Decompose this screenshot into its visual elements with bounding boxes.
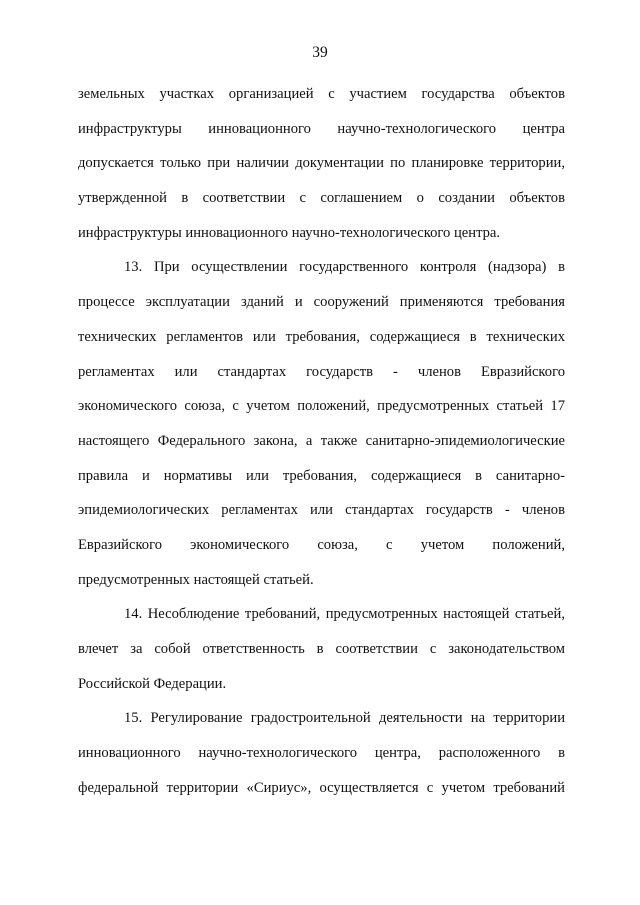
text-line: допускается только при наличии документации по планировке территории, xyxy=(78,155,565,172)
text-line: влечет за собой ответственность в соответствии с законодательством xyxy=(78,641,565,657)
body-text xyxy=(78,77,565,805)
paragraph-first-line: 15. Регулирование градостроительной деятельности на территории xyxy=(124,710,565,727)
text-line: предусмотренных настоящей статьей. xyxy=(78,571,314,588)
paragraph-first-line: 13. При осуществлении государственного контроля (надзора) в xyxy=(124,259,565,276)
text-line: эпидемиологических регламентах или стандартах государств - членов xyxy=(78,502,565,519)
text-line: Евразийского экономического союза, с учетом положений, xyxy=(78,536,565,553)
text-line: экономического союза, с учетом положений, предусмотренных статьей 17 xyxy=(78,398,565,415)
text-line: федеральной территории «Сириус», осуществляется с учетом требований xyxy=(78,779,565,796)
paragraph-first-line: 14. Несоблюдение требований, предусмотренных настоящей статьей, xyxy=(124,606,565,623)
text-line: инфраструктуры инновационного научно-технологического центра xyxy=(78,120,565,137)
page-number: 39 xyxy=(312,44,328,61)
text-line: земельных участках организацией с участием государства объектов xyxy=(78,86,565,102)
text-line: технических регламентов или требования, содержащиеся в технических xyxy=(78,328,565,345)
text-line: регламентах или стандартах государств - членов Евразийского xyxy=(78,363,565,380)
text-line: процессе эксплуатации зданий и сооружений применяются требования xyxy=(78,294,565,311)
text-line: настоящего Федерального закона, а также санитарно-эпидемиологические xyxy=(78,432,565,449)
text-line: правила и нормативы или требования, содержащиеся в санитарно- xyxy=(78,467,565,484)
text-line: инновационного научно-технологического центра, расположенного в xyxy=(78,745,565,762)
text-line: Российской Федерации. xyxy=(78,675,227,692)
text-line: утвержденной в соответствии с соглашением о создании объектов xyxy=(78,190,565,207)
text-line: инфраструктуры инновационного научно-технологического центра. xyxy=(78,224,501,241)
